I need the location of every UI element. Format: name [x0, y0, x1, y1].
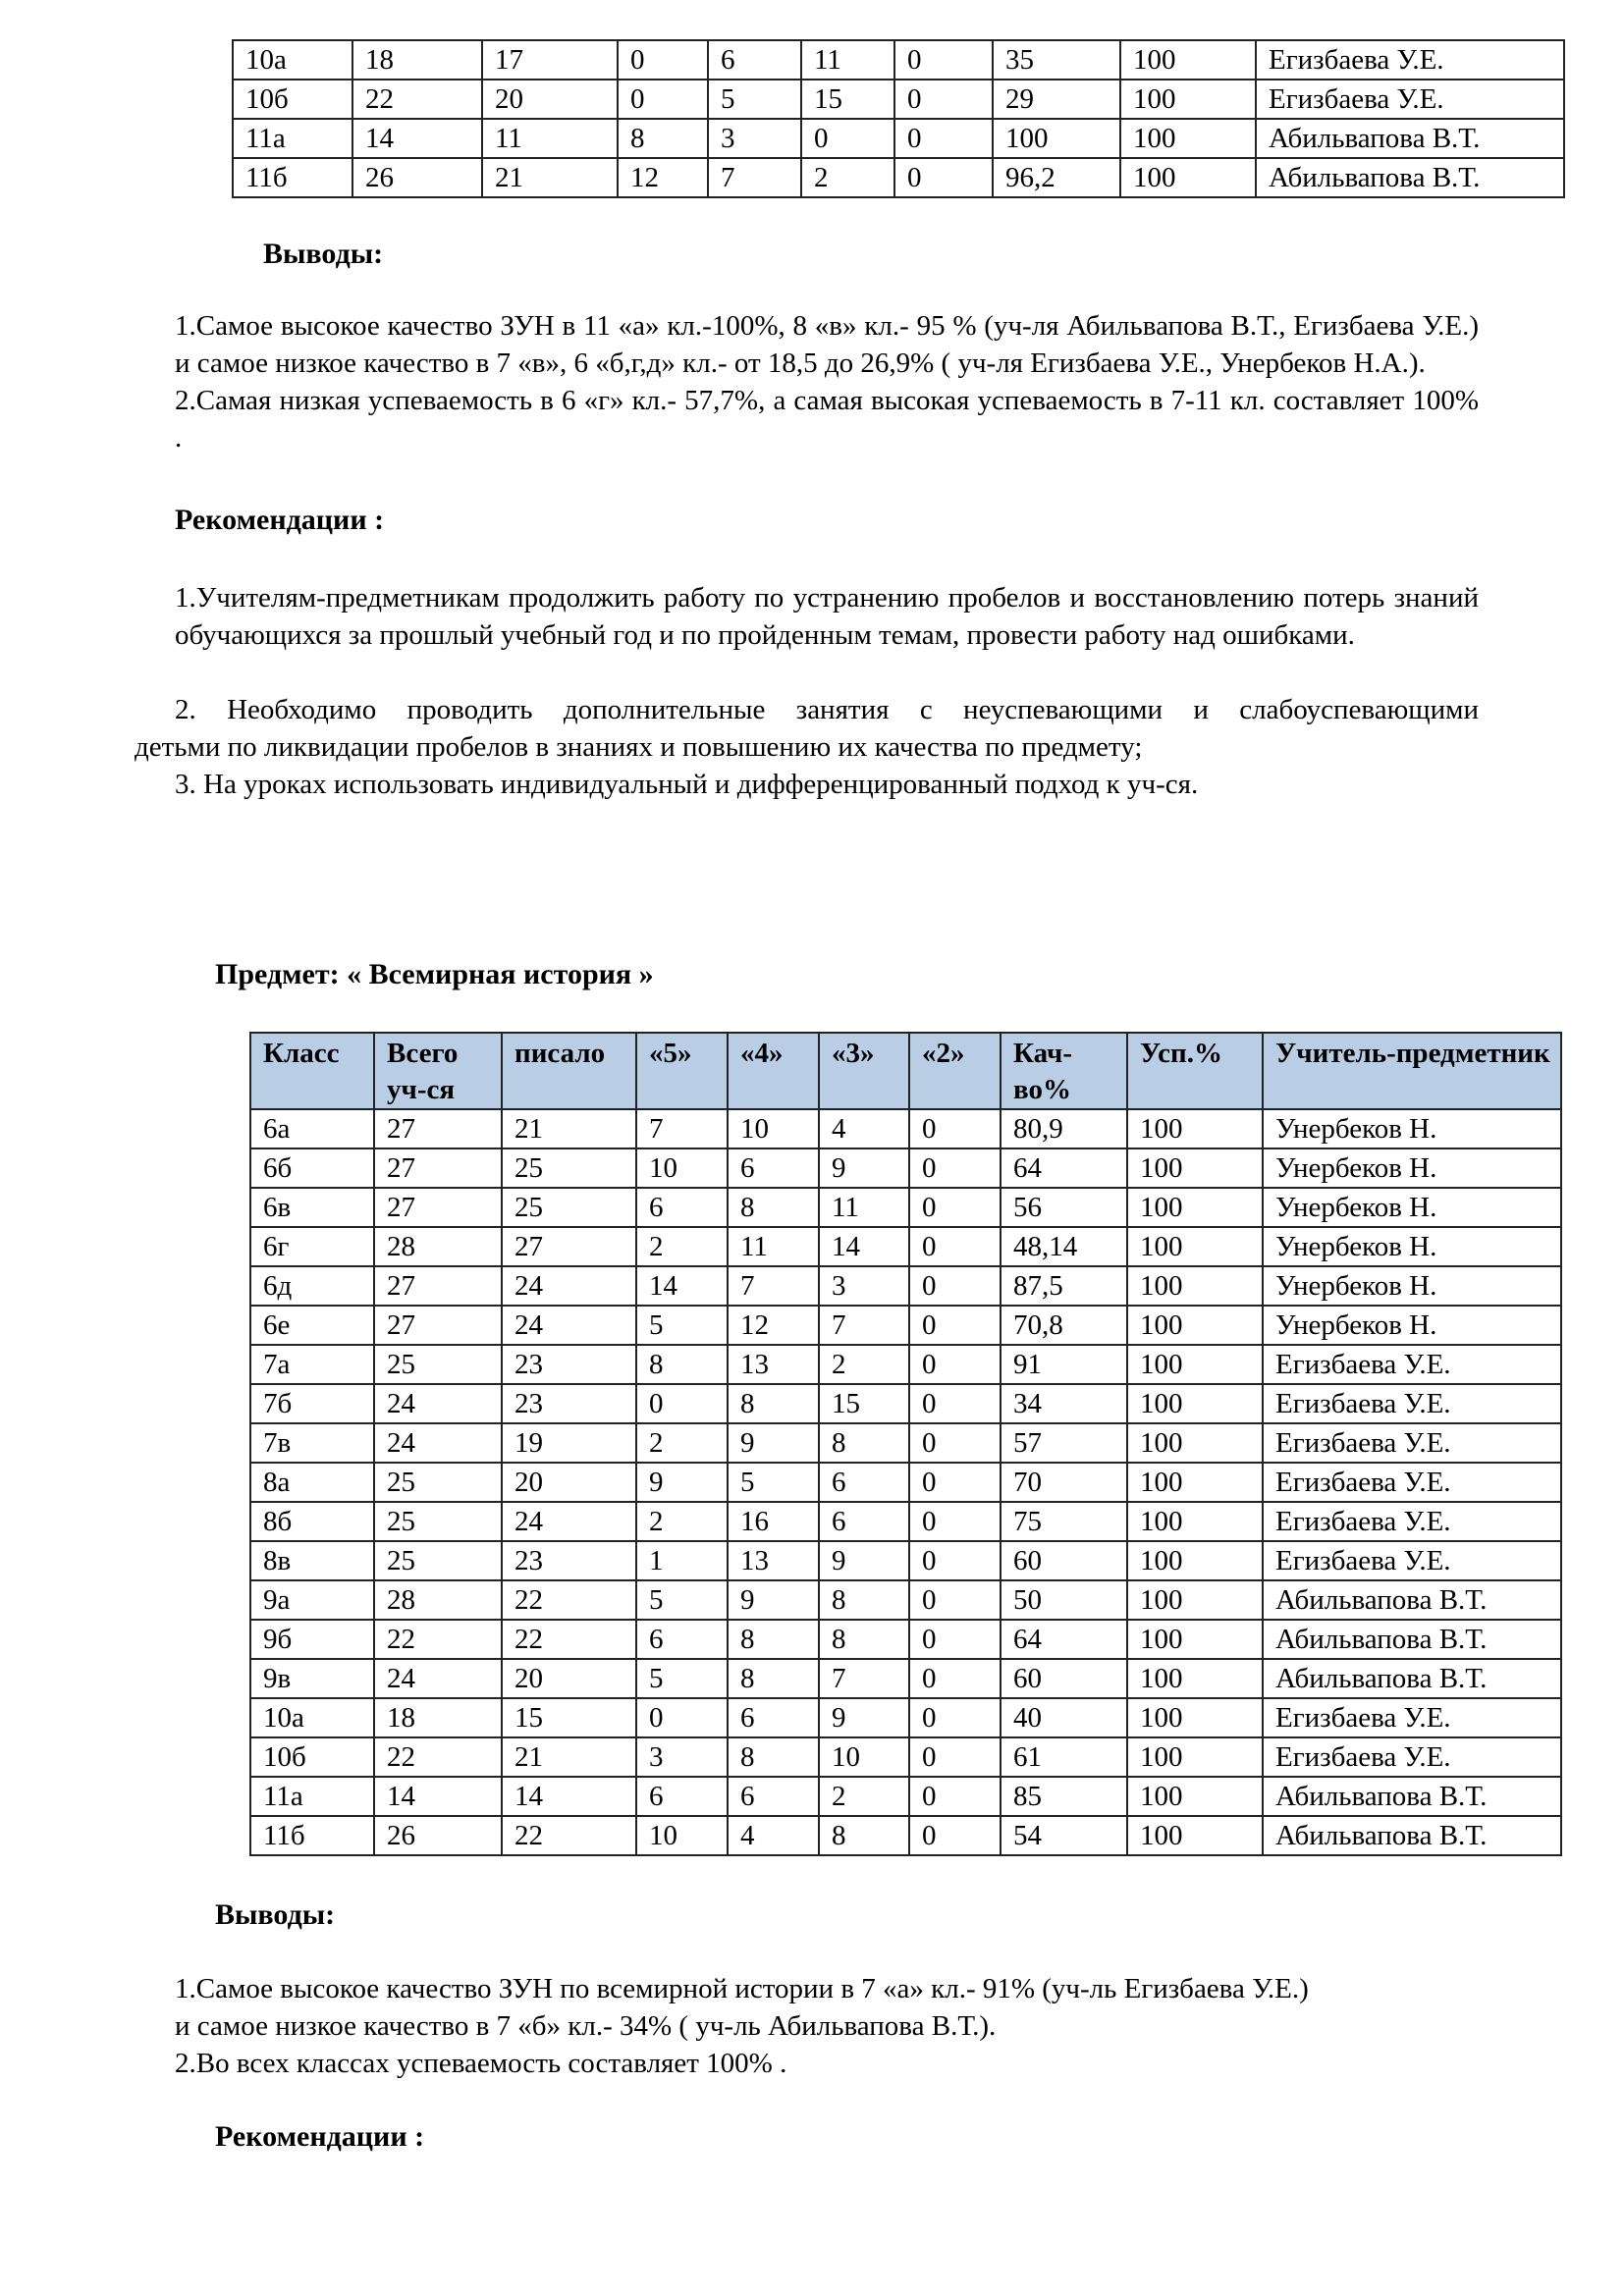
- value-cell: 1: [636, 1541, 728, 1580]
- teacher-cell: Абильвапова В.Т.: [1263, 1659, 1561, 1698]
- value-cell: 100: [1127, 1737, 1263, 1777]
- teacher-cell: Абильвапова В.Т.: [1256, 119, 1564, 158]
- value-cell: 0: [909, 1502, 1001, 1541]
- value-cell: 8: [819, 1816, 909, 1855]
- value-cell: 24: [374, 1659, 502, 1698]
- value-cell: 7: [708, 158, 801, 197]
- value-cell: 2: [636, 1227, 728, 1266]
- teacher-cell: Егизбаева У.Е.: [1263, 1345, 1561, 1384]
- value-cell: 54: [1001, 1816, 1127, 1855]
- value-cell: 100: [1127, 1816, 1263, 1855]
- value-cell: 0: [909, 1188, 1001, 1227]
- value-cell: 100: [1127, 1620, 1263, 1659]
- value-cell: 27: [374, 1188, 502, 1227]
- value-cell: 20: [502, 1463, 636, 1502]
- table-row: [250, 1266, 1561, 1306]
- value-cell: 100: [1127, 1698, 1263, 1737]
- table-row: [250, 1148, 1561, 1188]
- value-cell: 100: [1127, 1502, 1263, 1541]
- value-cell: 25: [374, 1345, 502, 1384]
- value-cell: 13: [728, 1541, 819, 1580]
- value-cell: 100: [1120, 80, 1256, 119]
- value-cell: 28: [374, 1227, 502, 1266]
- value-cell: 9: [819, 1698, 909, 1737]
- value-cell: 8: [728, 1620, 819, 1659]
- value-cell: 35: [993, 40, 1120, 80]
- value-cell: 13: [728, 1345, 819, 1384]
- value-cell: 0: [909, 1620, 1001, 1659]
- value-cell: 100: [1127, 1384, 1263, 1423]
- column-header: Кач-во%: [1001, 1033, 1127, 1109]
- value-cell: 0: [909, 1306, 1001, 1345]
- value-cell: 0: [636, 1698, 728, 1737]
- class-cell: 10а: [233, 40, 352, 80]
- value-cell: 87,5: [1001, 1266, 1127, 1306]
- value-cell: 2: [636, 1423, 728, 1463]
- value-cell: 96,2: [993, 158, 1120, 197]
- value-cell: 0: [909, 1384, 1001, 1423]
- conclusions-heading-2: Выводы:: [215, 1898, 336, 1931]
- value-cell: 5: [636, 1659, 728, 1698]
- class-cell: 9в: [250, 1659, 374, 1698]
- value-cell: 18: [374, 1698, 502, 1737]
- value-cell: 100: [1127, 1541, 1263, 1580]
- conclusion-item: 1.Самое высокое качество ЗУН по всемирной истории в 7 «а» кл.- 91% (уч-ль Егизбаева У.Е.): [175, 1973, 1309, 2004]
- value-cell: 10: [819, 1737, 909, 1777]
- class-cell: 6д: [250, 1266, 374, 1306]
- value-cell: 24: [502, 1502, 636, 1541]
- table-row: [233, 80, 1564, 119]
- value-cell: 60: [1001, 1659, 1127, 1698]
- table-row: [250, 1463, 1561, 1502]
- class-cell: 10б: [233, 80, 352, 119]
- value-cell: 23: [502, 1384, 636, 1423]
- value-cell: 11: [482, 119, 618, 158]
- value-cell: 100: [1127, 1659, 1263, 1698]
- value-cell: 0: [909, 1541, 1001, 1580]
- class-cell: 6а: [250, 1109, 374, 1148]
- value-cell: 24: [374, 1384, 502, 1423]
- value-cell: 56: [1001, 1188, 1127, 1227]
- value-cell: 11: [728, 1227, 819, 1266]
- value-cell: 100: [1127, 1227, 1263, 1266]
- teacher-cell: Унербеков Н.: [1263, 1266, 1561, 1306]
- value-cell: 8: [636, 1345, 728, 1384]
- teacher-cell: Унербеков Н.: [1263, 1306, 1561, 1345]
- value-cell: 50: [1001, 1580, 1127, 1620]
- class-cell: 10а: [250, 1698, 374, 1737]
- value-cell: 24: [502, 1266, 636, 1306]
- value-cell: 100: [1120, 158, 1256, 197]
- value-cell: 3: [636, 1737, 728, 1777]
- value-cell: 0: [618, 80, 708, 119]
- value-cell: 8: [728, 1188, 819, 1227]
- table-row: [233, 40, 1564, 80]
- teacher-cell: Абильвапова В.Т.: [1256, 158, 1564, 197]
- value-cell: 24: [374, 1423, 502, 1463]
- table-row: [250, 1502, 1561, 1541]
- value-cell: 10: [728, 1109, 819, 1148]
- column-header: Класс: [250, 1033, 374, 1109]
- value-cell: 100: [1127, 1580, 1263, 1620]
- value-cell: 100: [1127, 1109, 1263, 1148]
- value-cell: 3: [819, 1266, 909, 1306]
- value-cell: 5: [708, 80, 801, 119]
- value-cell: 0: [909, 1698, 1001, 1737]
- value-cell: 25: [502, 1188, 636, 1227]
- recommendation-item: 3. На уроках использовать индивидуальный и дифференцированный подход к уч-ся.: [175, 769, 1199, 800]
- value-cell: 100: [1127, 1463, 1263, 1502]
- value-cell: 6: [636, 1620, 728, 1659]
- table-row: [250, 1620, 1561, 1659]
- value-cell: 22: [374, 1737, 502, 1777]
- class-cell: 7в: [250, 1423, 374, 1463]
- value-cell: 17: [482, 40, 618, 80]
- value-cell: 70,8: [1001, 1306, 1127, 1345]
- value-cell: 100: [1127, 1266, 1263, 1306]
- world-history-table-body: [250, 1109, 1561, 1855]
- table-header-row: [250, 1033, 1561, 1109]
- teacher-cell: Абильвапова В.Т.: [1263, 1620, 1561, 1659]
- value-cell: 91: [1001, 1345, 1127, 1384]
- value-cell: 9: [636, 1463, 728, 1502]
- value-cell: 7: [728, 1266, 819, 1306]
- value-cell: 9: [819, 1148, 909, 1188]
- teacher-cell: Абильвапова В.Т.: [1263, 1816, 1561, 1855]
- value-cell: 8: [728, 1737, 819, 1777]
- recommendation-item-continued: детьми по ликвидации пробелов в знаниях и повышению их качества по предмету;: [135, 731, 1143, 763]
- column-header: «4»: [728, 1033, 819, 1109]
- value-cell: 6: [708, 40, 801, 80]
- recommendation-item: 1.Учителям-предметникам продолжить работу по устранению пробелов и восстановлению потерь знаний обучающихся за прошлый учебный год и по пройденным темам, провести работу над ошибками.: [175, 582, 1479, 651]
- value-cell: 4: [819, 1109, 909, 1148]
- value-cell: 27: [374, 1306, 502, 1345]
- value-cell: 34: [1001, 1384, 1127, 1423]
- table-row: [250, 1541, 1561, 1580]
- value-cell: 64: [1001, 1620, 1127, 1659]
- value-cell: 100: [1120, 119, 1256, 158]
- value-cell: 0: [909, 1109, 1001, 1148]
- value-cell: 26: [374, 1816, 502, 1855]
- value-cell: 21: [502, 1109, 636, 1148]
- value-cell: 2: [636, 1502, 728, 1541]
- value-cell: 0: [909, 1266, 1001, 1306]
- column-header: «3»: [819, 1033, 909, 1109]
- teacher-cell: Унербеков Н.: [1263, 1188, 1561, 1227]
- value-cell: 27: [374, 1148, 502, 1188]
- column-header: Всего уч-ся: [374, 1033, 502, 1109]
- value-cell: 4: [728, 1816, 819, 1855]
- value-cell: 0: [894, 158, 993, 197]
- value-cell: 25: [374, 1541, 502, 1580]
- world-history-results-table: [249, 1032, 1562, 1856]
- value-cell: 12: [618, 158, 708, 197]
- value-cell: 9: [728, 1423, 819, 1463]
- value-cell: 60: [1001, 1541, 1127, 1580]
- value-cell: 0: [909, 1345, 1001, 1384]
- value-cell: 100: [1127, 1423, 1263, 1463]
- conclusion-item: 1.Самое высокое качество ЗУН в 11 «а» кл.-100%, 8 «в» кл.- 95 % (уч-ля Абильвапова В.Т., Егизбаева У.Е.) и самое низкое качество в 7 «в», 6 «б,г,д» кл.- от 18,5 до 26,9% ( уч-ля Егизбаева У.Е., Унербеков Н.А.).: [175, 310, 1479, 379]
- table-row: [250, 1698, 1561, 1737]
- conclusions-heading-1: Выводы:: [263, 238, 384, 270]
- class-cell: 6е: [250, 1306, 374, 1345]
- value-cell: 16: [728, 1502, 819, 1541]
- value-cell: 22: [352, 80, 482, 119]
- value-cell: 23: [502, 1541, 636, 1580]
- value-cell: 6: [728, 1148, 819, 1188]
- value-cell: 20: [502, 1659, 636, 1698]
- table-row: [233, 119, 1564, 158]
- teacher-cell: Егизбаева У.Е.: [1263, 1384, 1561, 1423]
- value-cell: 27: [374, 1266, 502, 1306]
- value-cell: 8: [819, 1620, 909, 1659]
- conclusion-item: и самое низкое качество в 7 «б» кл.- 34% ( уч-ль Абильвапова В.Т.).: [175, 2010, 997, 2042]
- value-cell: 0: [801, 119, 894, 158]
- table-row: [233, 158, 1564, 197]
- value-cell: 8: [728, 1659, 819, 1698]
- value-cell: 0: [909, 1463, 1001, 1502]
- value-cell: 0: [636, 1384, 728, 1423]
- value-cell: 12: [728, 1306, 819, 1345]
- table-row: [250, 1737, 1561, 1777]
- value-cell: 100: [1127, 1345, 1263, 1384]
- table-row: [250, 1345, 1561, 1384]
- column-header: «2»: [909, 1033, 1001, 1109]
- value-cell: 14: [636, 1266, 728, 1306]
- value-cell: 22: [502, 1580, 636, 1620]
- value-cell: 8: [618, 119, 708, 158]
- value-cell: 0: [909, 1777, 1001, 1816]
- conclusions-list-1: [175, 307, 1479, 456]
- value-cell: 14: [819, 1227, 909, 1266]
- value-cell: 22: [502, 1816, 636, 1855]
- value-cell: 22: [502, 1620, 636, 1659]
- value-cell: 10: [636, 1148, 728, 1188]
- value-cell: 2: [801, 158, 894, 197]
- teacher-cell: Егизбаева У.Е.: [1263, 1463, 1561, 1502]
- value-cell: 11: [819, 1188, 909, 1227]
- recommendations-list-1: [175, 579, 1479, 654]
- class-cell: 6б: [250, 1148, 374, 1188]
- value-cell: 5: [636, 1306, 728, 1345]
- value-cell: 11: [801, 40, 894, 80]
- table-row: [250, 1306, 1561, 1345]
- value-cell: 5: [728, 1463, 819, 1502]
- value-cell: 7: [636, 1109, 728, 1148]
- value-cell: 85: [1001, 1777, 1127, 1816]
- teacher-cell: Абильвапова В.Т.: [1263, 1580, 1561, 1620]
- value-cell: 19: [502, 1423, 636, 1463]
- value-cell: 21: [482, 158, 618, 197]
- value-cell: 25: [374, 1502, 502, 1541]
- teacher-cell: Унербеков Н.: [1263, 1227, 1561, 1266]
- value-cell: 6: [728, 1777, 819, 1816]
- value-cell: 9: [728, 1580, 819, 1620]
- table-row: [250, 1384, 1561, 1423]
- class-cell: 9а: [250, 1580, 374, 1620]
- column-header: «5»: [636, 1033, 728, 1109]
- conclusion-item: 2.Во всех классах успеваемость составляет 100% .: [175, 2048, 787, 2079]
- table-row: [250, 1227, 1561, 1266]
- value-cell: 2: [819, 1345, 909, 1384]
- value-cell: 0: [618, 40, 708, 80]
- value-cell: 23: [502, 1345, 636, 1384]
- value-cell: 0: [909, 1816, 1001, 1855]
- class-cell: 11а: [250, 1777, 374, 1816]
- conclusion-item: 2.Самая низкая успеваемость в 6 «г» кл.- 57,7%, а самая высокая успеваемость в 7-11 кл. составляет 100% .: [175, 385, 1479, 454]
- value-cell: 48,14: [1001, 1227, 1127, 1266]
- table-row: [250, 1423, 1561, 1463]
- table-row: [250, 1659, 1561, 1698]
- recommendations-heading-1: Рекомендации :: [175, 504, 385, 536]
- value-cell: 100: [1120, 40, 1256, 80]
- value-cell: 14: [502, 1777, 636, 1816]
- teacher-cell: Егизбаева У.Е.: [1263, 1541, 1561, 1580]
- class-cell: 11б: [250, 1816, 374, 1855]
- teacher-cell: Унербеков Н.: [1263, 1148, 1561, 1188]
- teacher-cell: Абильвапова В.Т.: [1263, 1777, 1561, 1816]
- value-cell: 25: [374, 1463, 502, 1502]
- value-cell: 20: [482, 80, 618, 119]
- value-cell: 21: [502, 1737, 636, 1777]
- teacher-cell: Егизбаева У.Е.: [1256, 80, 1564, 119]
- value-cell: 0: [909, 1148, 1001, 1188]
- value-cell: 100: [1127, 1306, 1263, 1345]
- value-cell: 28: [374, 1580, 502, 1620]
- value-cell: 29: [993, 80, 1120, 119]
- class-cell: 10б: [250, 1737, 374, 1777]
- value-cell: 22: [374, 1620, 502, 1659]
- value-cell: 0: [909, 1659, 1001, 1698]
- class-cell: 11б: [233, 158, 352, 197]
- value-cell: 0: [909, 1227, 1001, 1266]
- recommendations-heading-2: Рекомендации :: [215, 2120, 425, 2153]
- value-cell: 25: [502, 1148, 636, 1188]
- class-cell: 8б: [250, 1502, 374, 1541]
- value-cell: 14: [352, 119, 482, 158]
- value-cell: 8: [728, 1384, 819, 1423]
- value-cell: 0: [909, 1737, 1001, 1777]
- table-row: [250, 1777, 1561, 1816]
- value-cell: 61: [1001, 1737, 1127, 1777]
- value-cell: 57: [1001, 1423, 1127, 1463]
- value-cell: 14: [374, 1777, 502, 1816]
- value-cell: 15: [819, 1384, 909, 1423]
- value-cell: 2: [819, 1777, 909, 1816]
- teacher-cell: Унербеков Н.: [1263, 1109, 1561, 1148]
- value-cell: 100: [1127, 1188, 1263, 1227]
- value-cell: 6: [819, 1502, 909, 1541]
- value-cell: 64: [1001, 1148, 1127, 1188]
- class-cell: 9б: [250, 1620, 374, 1659]
- value-cell: 100: [993, 119, 1120, 158]
- table-row: [250, 1188, 1561, 1227]
- table-row: [250, 1109, 1561, 1148]
- column-header: писало: [502, 1033, 636, 1109]
- value-cell: 75: [1001, 1502, 1127, 1541]
- column-header: Учитель-предметник: [1263, 1033, 1561, 1109]
- value-cell: 0: [894, 40, 993, 80]
- value-cell: 27: [502, 1227, 636, 1266]
- class-cell: 8а: [250, 1463, 374, 1502]
- teacher-cell: Егизбаева У.Е.: [1263, 1423, 1561, 1463]
- value-cell: 10: [636, 1816, 728, 1855]
- teacher-cell: Егизбаева У.Е.: [1256, 40, 1564, 80]
- value-cell: 6: [728, 1698, 819, 1737]
- value-cell: 0: [894, 80, 993, 119]
- value-cell: 6: [636, 1777, 728, 1816]
- value-cell: 7: [819, 1659, 909, 1698]
- value-cell: 27: [374, 1109, 502, 1148]
- recommendation-item: 2. Необходимо проводить дополнительные занятия с неуспевающими и слабоуспевающими: [175, 694, 1479, 725]
- value-cell: 7: [819, 1306, 909, 1345]
- subject-title: Предмет: « Всемирная история »: [215, 958, 654, 990]
- value-cell: 0: [909, 1423, 1001, 1463]
- value-cell: 15: [502, 1698, 636, 1737]
- value-cell: 100: [1127, 1777, 1263, 1816]
- value-cell: 6: [819, 1463, 909, 1502]
- class-cell: 6в: [250, 1188, 374, 1227]
- table-row: [250, 1580, 1561, 1620]
- previous-subject-results-table: [232, 39, 1565, 198]
- teacher-cell: Егизбаева У.Е.: [1263, 1737, 1561, 1777]
- value-cell: 3: [708, 119, 801, 158]
- value-cell: 26: [352, 158, 482, 197]
- value-cell: 0: [894, 119, 993, 158]
- value-cell: 15: [801, 80, 894, 119]
- value-cell: 8: [819, 1580, 909, 1620]
- value-cell: 40: [1001, 1698, 1127, 1737]
- value-cell: 24: [502, 1306, 636, 1345]
- value-cell: 80,9: [1001, 1109, 1127, 1148]
- conclusions-list-2: [175, 1970, 1549, 2082]
- class-cell: 11а: [233, 119, 352, 158]
- class-cell: 6г: [250, 1227, 374, 1266]
- class-cell: 7а: [250, 1345, 374, 1384]
- class-cell: 8в: [250, 1541, 374, 1580]
- value-cell: 8: [819, 1423, 909, 1463]
- value-cell: 70: [1001, 1463, 1127, 1502]
- value-cell: 18: [352, 40, 482, 80]
- value-cell: 5: [636, 1580, 728, 1620]
- top-table-body: [233, 40, 1564, 197]
- teacher-cell: Егизбаева У.Е.: [1263, 1502, 1561, 1541]
- table-row: [250, 1816, 1561, 1855]
- value-cell: 100: [1127, 1148, 1263, 1188]
- teacher-cell: Егизбаева У.Е.: [1263, 1698, 1561, 1737]
- value-cell: 6: [636, 1188, 728, 1227]
- value-cell: 0: [909, 1580, 1001, 1620]
- column-header: Усп.%: [1127, 1033, 1263, 1109]
- value-cell: 9: [819, 1541, 909, 1580]
- class-cell: 7б: [250, 1384, 374, 1423]
